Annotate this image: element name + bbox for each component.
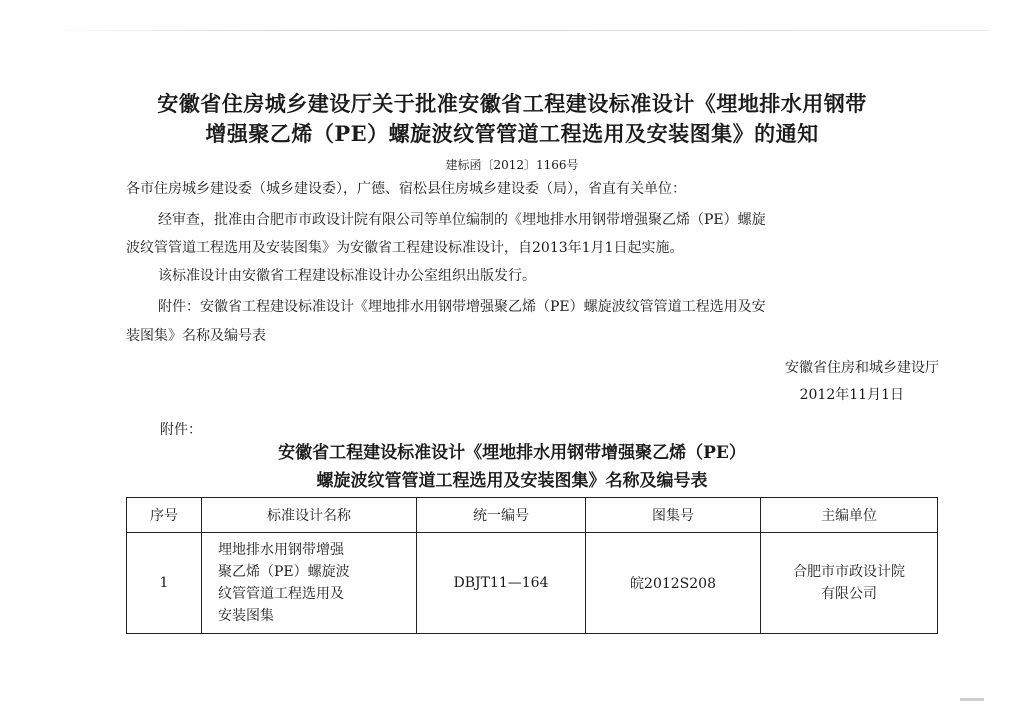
header-chief-editor: 主编单位: [761, 498, 938, 533]
header-unified-number: 统一编号: [417, 498, 586, 533]
signer: 安徽省住房和城乡建设厅: [785, 360, 939, 376]
document-number: 建标函〔2012〕1166号: [445, 158, 579, 172]
body-paragraph-1-line-2: 波纹管管道工程选用及安装图集》为安徽省工程建设标准设计，自2013年1月1日起实施。: [126, 240, 684, 256]
notice-title-line-2: 增强聚乙烯（PE）螺旋波纹管管道工程选用及安装图集》的通知: [205, 121, 819, 146]
cell-atlas-number: 皖2012S208: [585, 533, 760, 634]
attachment-title-line-2: 螺旋波纹管管道工程选用及安装图集》名称及编号表: [316, 471, 708, 491]
addressee: 各市住房城乡建设委（城乡建设委），广德、宿松县住房城乡建设委（局），省直有关单位：: [126, 181, 686, 197]
editor-line: 有限公司: [821, 586, 878, 602]
table-header-row: [127, 498, 938, 533]
header-design-name: 标准设计名称: [202, 498, 417, 533]
body-paragraph-3-line-1: 附件：安徽省工程建设标准设计《埋地排水用钢带增强聚乙烯（PE）螺旋波纹管管道工程选用及安: [158, 299, 766, 315]
editor-line: 合肥市市政设计院: [793, 564, 906, 580]
table-row: [127, 533, 938, 634]
body-paragraph-2: 该标准设计由安徽省工程建设标准设计办公室组织出版发行。: [158, 268, 536, 284]
cell-design-name: [202, 533, 417, 634]
body-paragraph-1-line-1: 经审查，批准由合肥市市政设计院有限公司等单位编制的《埋地排水用钢带增强聚乙烯（PE）螺旋: [158, 212, 766, 228]
attachment-title-line-1: 安徽省工程建设标准设计《埋地排水用钢带增强聚乙烯（PE）: [278, 443, 746, 463]
design-name-line: 聚乙烯（PE）螺旋波: [218, 564, 350, 580]
notice-title-line-1: 安徽省住房城乡建设厅关于批准安徽省工程建设标准设计《埋地排水用钢带: [157, 91, 867, 116]
header-atlas-number: 图集号: [585, 498, 760, 533]
cell-chief-editor: [761, 533, 938, 634]
signature-date: 2012年11月1日: [799, 387, 904, 403]
scan-edge-line: [40, 30, 990, 31]
cell-unified-number: DBJT11—164: [417, 533, 586, 634]
cell-index: 1: [127, 533, 202, 634]
attachment-label: 附件：: [160, 422, 202, 438]
design-name-line: 埋地排水用钢带增强: [218, 542, 345, 558]
standards-table: [126, 497, 938, 634]
design-name-line: 纹管管道工程选用及: [218, 586, 345, 602]
design-name-line: 安装图集: [218, 608, 275, 624]
header-index: 序号: [127, 498, 202, 533]
body-paragraph-3-line-2: 装图集》名称及编号表: [126, 328, 266, 344]
scan-edge-mark: [960, 698, 984, 701]
